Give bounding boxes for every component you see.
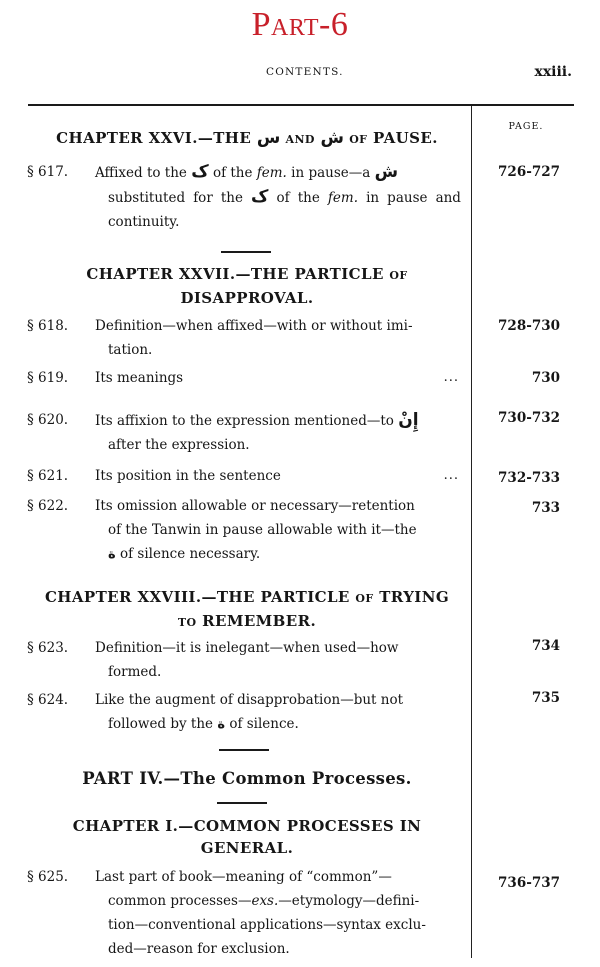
section-619-text: Its meanings ... — [95, 366, 461, 390]
section-617-pages: 726-727 — [498, 164, 560, 180]
section-622-text: Its omission allowable or necessary—retention of the Tanwin in pause allowable with it—the ة of silence necessary. — [95, 498, 417, 562]
section-623-number: § 623. — [27, 640, 69, 656]
section-619-pages: 730 — [531, 370, 560, 386]
section-619-number: § 619. — [27, 370, 69, 386]
section-621-pages: 732-733 — [498, 470, 560, 486]
section-622-number: § 622. — [27, 498, 69, 514]
leader-dots: ... — [443, 468, 459, 483]
section-617-text: Affixed to the ک of the fem. in pause—a ش substituted for the ک of the fem. in pause and continuity. — [95, 162, 461, 230]
section-624-number: § 624. — [27, 692, 69, 708]
chapter-26-heading: CHAPTER XXVI.—THE س AND ش OF PAUSE. — [56, 128, 438, 148]
part-label: Part-6 — [251, 6, 349, 43]
section-620-pages: 730-732 — [498, 410, 560, 426]
chapter-27-heading: CHAPTER XXVII.—THE PARTICLE OF DISAPPROVAL. — [86, 265, 408, 307]
section-divider — [221, 251, 271, 253]
section-divider — [217, 802, 267, 804]
section-618-number: § 618. — [27, 318, 69, 334]
chapter-1-heading: CHAPTER I.—COMMON PROCESSES IN GENERAL. — [72, 817, 422, 857]
header-rule — [28, 104, 574, 106]
section-617-number: § 617. — [27, 164, 69, 180]
section-621-number: § 621. — [27, 468, 69, 484]
section-621-text: Its position in the sentence ... — [95, 464, 461, 488]
section-624-text: Like the augment of disapprobation—but not followed by the ة of silence. — [95, 692, 404, 732]
section-618-pages: 728-730 — [498, 318, 560, 334]
section-625-number: § 625. — [27, 869, 69, 885]
section-625-text: Last part of book—meaning of “common”— common processes—exs.—etymology—defini- tion—conventional applications—syntax exclu- ded—reason for exclusion. — [95, 869, 426, 957]
running-head: CONTENTS. — [266, 66, 344, 78]
section-620-number: § 620. — [27, 412, 69, 428]
section-624-pages: 735 — [531, 690, 560, 706]
section-618-text: Definition—when affixed—with or without imi- tation. — [95, 318, 413, 358]
page-number: xxiii. — [534, 64, 572, 80]
chapter-28-heading: CHAPTER XXVIII.—THE PARTICLE OF TRYING TO REMEMBER. — [44, 588, 450, 630]
section-623-text: Definition—it is inelegant—when used—how formed. — [95, 640, 399, 680]
section-623-pages: 734 — [531, 638, 560, 654]
section-divider — [219, 749, 269, 751]
part-4-heading: PART IV.—The Common Processes. — [82, 769, 412, 788]
section-622-pages: 733 — [531, 500, 560, 516]
section-620-text: Its affixion to the expression mentioned—to إِنْ after the expression. — [95, 410, 419, 453]
page-column-rule — [471, 106, 472, 958]
leader-dots: ... — [443, 370, 459, 385]
page-column-header: PAGE. — [508, 121, 544, 132]
section-625-pages: 736-737 — [498, 875, 560, 891]
